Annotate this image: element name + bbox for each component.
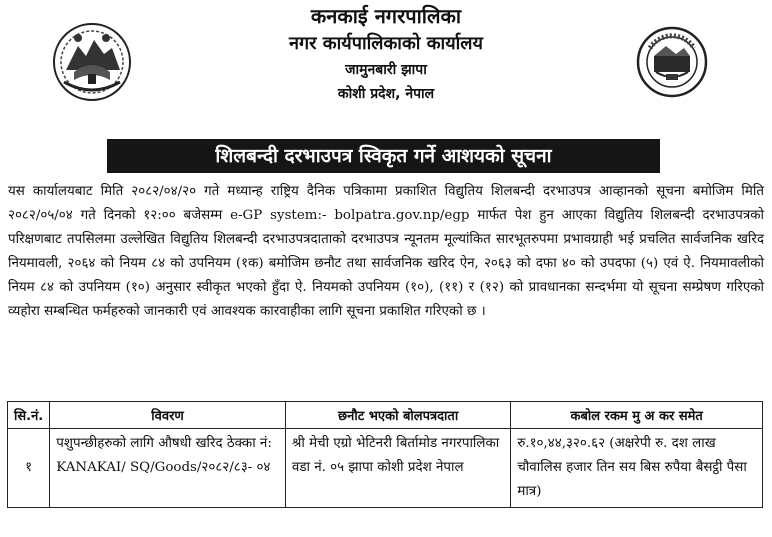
row-sn: १ <box>8 429 50 508</box>
header-description: विवरण <box>50 402 286 429</box>
header-sn: सि.नं. <box>8 402 50 429</box>
header-amount: कबोल रकम मु अ कर समेत <box>511 402 763 429</box>
office-name: कनकाई नगरपालिका <box>310 4 462 28</box>
award-table <box>7 401 763 508</box>
table-header-row <box>8 402 763 429</box>
office-subtitle: नगर कार्यपालिकाको कार्यालय <box>289 33 483 54</box>
municipality-seal-icon <box>636 26 708 98</box>
table-row <box>8 429 763 508</box>
row-bidder: श्री मेची एग्रो भेटिनरी बिर्तामोड नगरपालिका वडा नं. ०५ झापा कोशी प्रदेश नेपाल <box>285 429 510 508</box>
office-province: कोशी प्रदेश, नेपाल <box>337 86 435 102</box>
notice-body: यस कार्यालयबाट मिति २०८२/०४/२० गते मध्यान्ह राष्ट्रिय दैनिक पत्रिकामा प्रकाशित विद्युतिय शिलबन्दी दरभाउपत्र आव्हानको सूचना बमोजिम मिति २०८२/०५/०४ गते दिनको १२:०० बजेसम्म e-GP system:- bolpatra.gov.np/egp मार्फत पेश हुन आएका विद्युतिय शिलबन्दी दरभाउपत्रको परिक्षणबाट तपसिलमा उल्लेखित विद्युतिय शिलबन्दी दरभाउपत्रदाताको दरभाउपत्र न्यूनतम मूल्यांकित सारभूतरुपमा प्रभावग्राही भई प्रचलित सार्वजनिक खरिद नियमावली, २०६४ को नियम ८४ को उपनियम (१क) बमोजिम छनौट तथा सार्वजनिक खरिद ऐन, २०६३ को दफा ४० को उपदफा (५) एवं ऐ. नियमावलीको नियम ८४ को उपनियम (१०) अनुसार स्वीकृत भएको हुँदा ऐ. नियमको उपनियम (१०), (११) र (१२) को प्रावधानका सन्दर्भमा यो सूचना सम्प्रेषण गरिएको व्यहोरा सम्बन्धित फर्महरुको जानकारी एवं आवश्यक कारवाहीका लागि सूचना प्रकाशित गरिएको छ । <box>8 184 764 319</box>
office-address: जामुनबारी झापा <box>345 62 427 78</box>
header-bidder: छनौट भएको बोलपत्रदाता <box>285 402 510 429</box>
row-amount: रु.१०,४४,३२०.६२ (अक्षरेपी रु. दश लाख चौवालिस हजार तिन सय बिस रुपैया बैसट्ठी पैसा मात्र) <box>511 429 763 508</box>
letterhead <box>0 0 772 138</box>
notice-title: शिलबन्दी दरभाउपत्र स्विकृत गर्ने आशयको सूचना <box>107 139 660 173</box>
row-description: पशुपन्छीहरुको लागि औषधी खरिद ठेक्का नं: KANAKAI/ SQ/Goods/२०८२/८३- ०४ <box>50 429 286 508</box>
